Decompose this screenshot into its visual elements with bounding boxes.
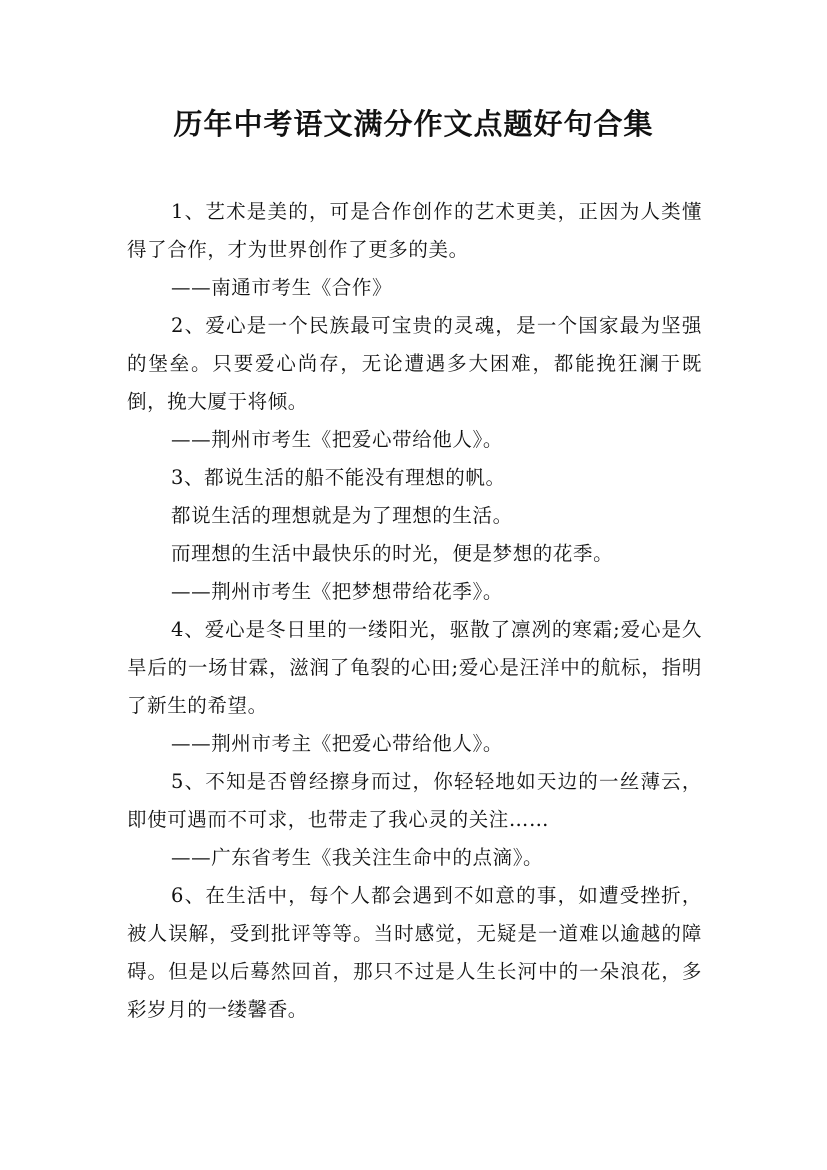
attribution-5: ——广东省考生《我关注生命中的点滴》。 (171, 846, 544, 869)
attribution-3: ——荆州市考生《把梦想带给花季》。 (171, 580, 503, 603)
paragraph-6: 6、在生活中，每个人都会遇到不如意的事，如遭受挫折，被人误解，受到批评等等。当时感觉，无疑是一道难以逾越的障碍。但是以后蓦然回首，那只不过是人生长河中的一朵浪花，多彩岁月的一缕馨香。 (127, 884, 702, 1021)
paragraph-3b: 都说生活的理想就是为了理想的生活。 (171, 504, 513, 527)
paragraph-3a: 3、都说生活的船不能没有理想的帆。 (171, 466, 506, 489)
paragraph-1: 1、艺术是美的，可是合作创作的艺术更美，正因为人类懂得了合作，才为世界创作了更多的美。 (127, 200, 702, 261)
paragraph-5: 5、不知是否曾经擦身而过，你轻轻地如天边的一丝薄云，即使可遇而不可求，也带走了我心灵的关注…… (127, 770, 702, 831)
document-title: 历年中考语文满分作文点题好句合集 (173, 107, 654, 141)
attribution-4: ——荆州市考主《把爱心带给他人》。 (171, 732, 503, 755)
paragraph-3c: 而理想的生活中最快乐的时光，便是梦想的花季。 (171, 542, 614, 565)
attribution-2: ——荆州市考生《把爱心带给他人》。 (171, 428, 503, 451)
document-body (127, 193, 702, 1029)
paragraph-4: 4、爱心是冬日里的一缕阳光，驱散了凛冽的寒霜;爱心是久旱后的一场甘霖，滋润了龟裂的心田;爱心是汪洋中的航标，指明了新生的希望。 (127, 618, 702, 717)
paragraph-2: 2、爱心是一个民族最可宝贵的灵魂，是一个国家最为坚强的堡垒。只要爱心尚存，无论遭遇多大困难，都能挽狂澜于既倒，挽大厦于将倾。 (127, 314, 702, 413)
attribution-1: ——南通市考生《合作》 (171, 276, 393, 299)
